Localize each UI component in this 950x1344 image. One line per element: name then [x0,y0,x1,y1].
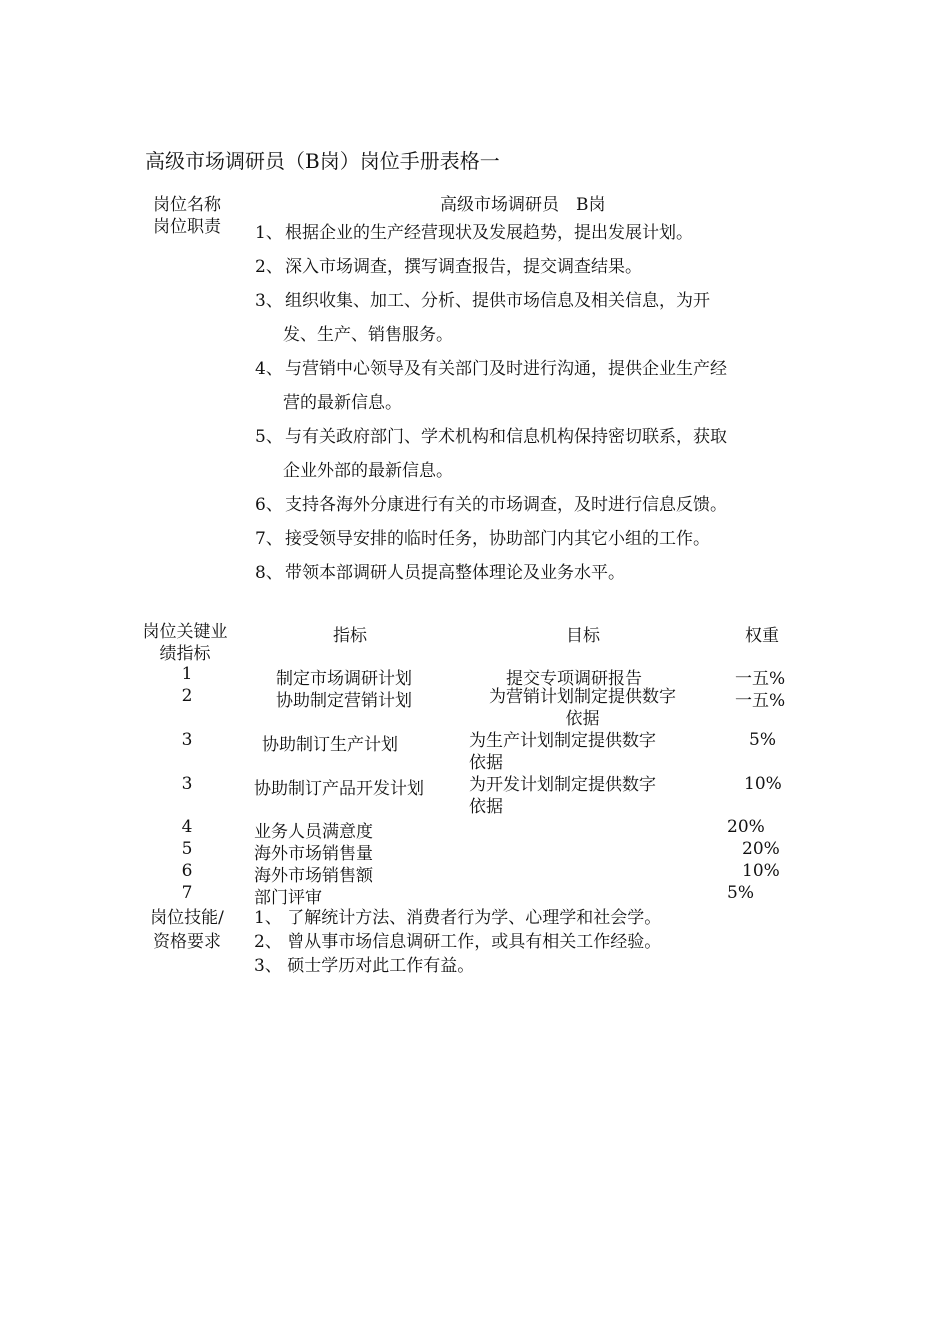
duty-item: 8、 带领本部调研人员提高整体理论及业务水平。 [255,563,625,583]
kpi-row-no: 5 [181,839,193,859]
kpi-row-indicator: 协助制订产品开发计划 [254,779,424,799]
skills-label: 岗位技能/ 资格要求 [150,908,224,952]
duty-item: 5、 与有关政府部门、学术机构和信息机构保持密切联系，获取 企业外部的最新信息。 [255,427,727,481]
skill-item: 1、 了解统计方法、消费者行为学、心理学和社会学。 [254,908,662,928]
kpi-row-indicator: 协助制订生产计划 [262,735,398,755]
kpi-row-no: 4 [181,817,193,837]
kpi-row-no: 7 [181,883,193,903]
kpi-row-target: 提交专项调研报告 [506,669,642,689]
duties-label: 岗位职责 [153,217,221,237]
duty-item: 3、 组织收集、加工、分析、提供市场信息及相关信息，为开 发、生产、销售服务。 [255,291,710,345]
kpi-row-no: 1 [181,664,193,684]
page-title: 高级市场调研员（B岗）岗位手册表格一 [145,149,500,173]
duty-item: 6、 支持各海外分康进行有关的市场调查，及时进行信息反馈。 [255,495,727,515]
kpi-row-target: 为开发计划制定提供数字 依据 [469,775,656,817]
kpi-row-weight: 10% [742,861,780,881]
kpi-row-weight: 一五% [735,669,786,689]
position-value: 高级市场调研员 B岗 [440,195,606,215]
kpi-row-no: 6 [181,861,193,881]
kpi-row-weight: 5% [749,730,776,750]
skill-item: 3、 硕士学历对此工作有益。 [254,956,475,976]
skill-item: 2、 曾从事市场信息调研工作，或具有相关工作经验。 [254,932,662,952]
kpi-row-weight: 20% [742,839,780,859]
kpi-row-no: 3 [181,774,193,794]
duty-item: 7、 接受领导安排的临时任务，协助部门内其它小组的工作。 [255,529,710,549]
kpi-row-weight: 20% [727,817,765,837]
kpi-row-indicator: 协助制定营销计划 [276,691,412,711]
kpi-row-weight: 一五% [735,691,786,711]
duty-item: 2、 深入市场调查，撰写调查报告，提交调查结果。 [255,257,642,277]
kpi-row-indicator: 海外市场销售额 [254,866,373,886]
kpi-row-no: 2 [181,686,193,706]
kpi-row-no: 3 [181,730,193,750]
kpi-row-indicator: 业务人员满意度 [254,822,373,842]
kpi-row-indicator: 海外市场销售量 [254,844,373,864]
kpi-row-indicator: 制定市场调研计划 [276,669,412,689]
duties-list [255,216,815,590]
skills-list [254,906,661,978]
kpi-row-weight: 5% [727,883,754,903]
duty-item: 1、 根据企业的生产经营现状及发展趋势，提出发展计划。 [255,223,693,243]
kpi-row-target: 为营销计划制定提供数字 依据 [489,687,676,729]
kpi-header-indicator: 指标 [333,626,367,646]
kpi-header-weight: 权重 [745,626,779,646]
kpi-row-target: 为生产计划制定提供数字 依据 [469,731,656,773]
kpi-row-indicator: 部门评审 [254,888,322,908]
kpi-header-target: 目标 [566,626,600,646]
duty-item: 4、 与营销中心领导及有关部门及时进行沟通，提供企业生产经 营的最新信息。 [255,359,727,413]
kpi-label: 岗位关键业 绩指标 [142,622,228,664]
kpi-row-weight: 10% [744,774,782,794]
position-label: 岗位名称 [153,195,221,215]
